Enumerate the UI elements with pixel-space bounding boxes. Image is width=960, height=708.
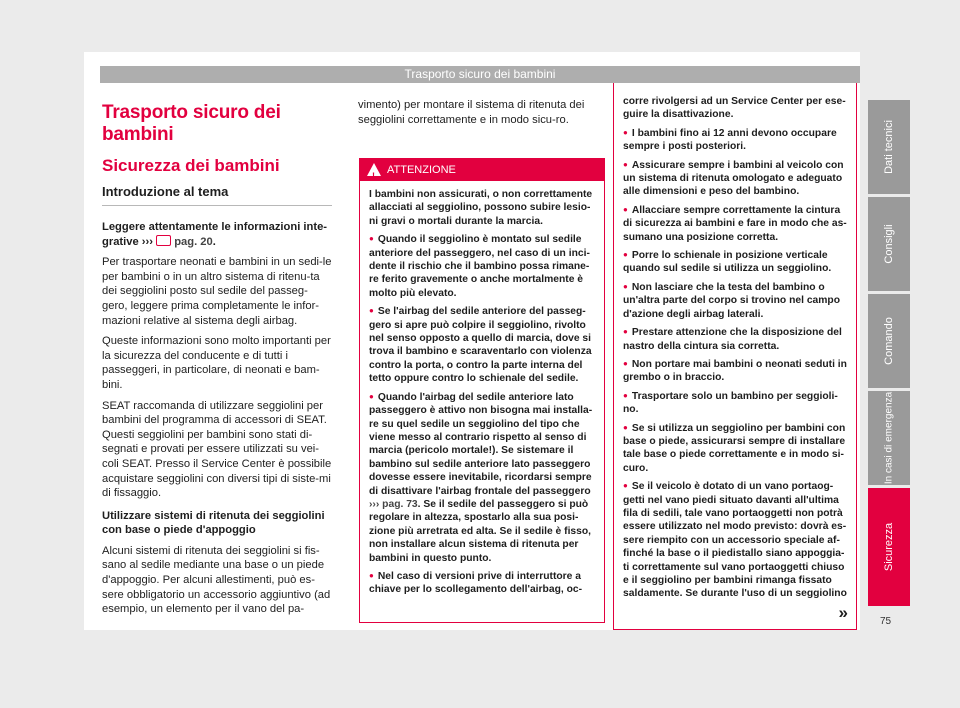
warning-body (614, 83, 856, 601)
page-reference-link[interactable]: pag. 20 (174, 235, 213, 248)
warning-bullet: ● Non lasciare che la testa del bambino o un'altra parte del corpo si trovino nel campo d'azione degli airbag laterali. (623, 280, 848, 321)
warning-triangle-icon (367, 163, 381, 176)
bold-heading-paragraph: Utilizzare sistemi di ritenuta dei seggiolini con base o piede d'appoggio (102, 509, 325, 537)
warning-bullet: ● Prestare attenzione che la disposizione del nastro della cintura sia corretta. (623, 325, 848, 353)
tab-dati-tecnici[interactable]: Dati tecnici (868, 100, 910, 194)
continue-icon: » (838, 603, 848, 622)
warning-text: corre rivolgersi ad un Service Center per ese-guire la disattivazione. (623, 96, 846, 121)
page-number: 75 (880, 616, 892, 627)
warning-bullet: ● Nel caso di versioni prive di interruttore a chiave per lo scollegamento dell'airbag, oc- (369, 569, 596, 597)
column-2 (358, 98, 604, 133)
chapter-title: Trasporto sicuro dei bambini (102, 102, 281, 145)
warning-bullet: ● Trasportare solo un bambino per seggioli-no. (623, 389, 848, 417)
subsection-title: Introduzione al tema (102, 184, 332, 206)
warning-bullet: ● I bambini fino ai 12 anni devono occupare sempre i posti posteriori. (623, 126, 848, 154)
tab-emergenza[interactable]: In casi di emergenza (868, 391, 910, 485)
warning-text: I bambini non assicurati, o non correttamente allacciati al seggiolino, possono subire lesio-ni gravi o mortali durante la marcia. (369, 189, 593, 227)
warning-bullet: ● Se il veicolo è dotato di un vano portaog-getti nel vano piedi situato davanti all'ultima fila di sedili, tale vano portaoggetti non potrà essere utilizzato nel modo previsto: dovrà es-sere riempito con un accessorio speciale af-finché la base o il piedistallo siano appoggia-ti correttamente sul vano portaoggetti chiuso e il seggiolino per bambini rimanga fissato saldamente. Se durante l'uso di un seggiolino (623, 479, 848, 601)
section-title: Sicurezza dei bambini (102, 156, 280, 175)
paragraph: Queste informazioni sono molto importanti per la sicurezza del conducente e di tutti i passeggeri, in particolare, di neonati e bam-bini. (102, 335, 331, 391)
child-seat-icon (156, 235, 171, 246)
page-reference-link[interactable]: pag. 73 (382, 498, 418, 510)
warning-bullet: ● Assicurare sempre i bambini al veicolo con un sistema di ritenuta omologato e adeguato alle dimensioni e peso del bambino. (623, 158, 848, 199)
section-tabs (868, 100, 910, 609)
tab-comando[interactable]: Comando (868, 294, 910, 388)
reference-arrow: ››› (369, 498, 380, 510)
warning-body (360, 181, 604, 597)
paragraph: vimento) per montare il sistema di ritenuta dei seggiolini correttamente e in modo sicu-ro. (358, 99, 585, 126)
warning-bullet: ● Porre lo schienale in posizione verticale quando sul sedile si utilizza un seggiolino. (623, 248, 848, 276)
paragraph: Per trasportare neonati e bambini in un sedi-le per bambini o in un altro sistema di ritenu-ta dei seggiolini posto sul sedile del passeg-gero, leggere prima completamente le infor-mazioni relative al sistema degli airbag. (102, 256, 332, 327)
warning-header: ! ATTENZIONE (360, 159, 604, 181)
warning-bullet: ● Se l'airbag del sedile anteriore del passeg-gero si apre può colpire il seggiolino, rivolto nel senso opposto a quello di marcia, dove si trova il bambino e scaraventarlo con violenza contro la porta, o contro la parte interna del tetto oppure contro lo schienale del sedile. (369, 304, 596, 385)
tab-sicurezza[interactable]: Sicurezza (868, 488, 910, 606)
warning-box (359, 158, 605, 623)
paragraph: Alcuni sistemi di ritenuta dei seggiolini si fis-sano al sedile mediante una base o un piede d'appoggio. Per alcuni allestimenti, può es-sere obbligatorio un accessorio aggiuntivo (ad esempio, un elemento per il vano del pa- (102, 544, 331, 616)
column-1 (102, 98, 332, 623)
page-header: Trasporto sicuro dei bambini (100, 66, 860, 83)
warning-bullet: ● Quando l'airbag del sedile anteriore lato passeggero è attivo non bisogna mai installa-re su quel sedile un seggiolino del tipo che viene messo al contrario rispetto al senso di marcia (pericolo mortale!). Se sistemare il bambino sul sedile anteriore lato passeggero dovesse essere inevitabile, ricordarsi sempre di disattivare l'airbag frontale del passeggero ››› pag. 73. Se il sedile del passeggero si può regolare in altezza, spostarlo alla sua posi-zione più arretrata ed alta. Se il sedile è fisso, non installare alcun sistema di ritenuta per bambini in questo punto. (369, 390, 596, 565)
warning-bullet: ● Non portare mai bambini o neonati seduti in grembo o in braccio. (623, 357, 848, 385)
warning-bullet: ● Quando il seggiolino è montato sul sedile anteriore del passeggero, nel caso di un inci-dente il rischio che il bambino possa rimane-re ferito gravemente o anche mortalmente è molto più elevato. (369, 232, 596, 300)
warning-bullet: ● Se si utilizza un seggiolino per bambini con base o piede, assicurarsi sempre di installare tale base o piede correttamente e in modo si-curo. (623, 421, 848, 476)
warning-bullet: ● Allacciare sempre correttamente la cintura di sicurezza ai bambini e fare in modo che as-sumano una posizione corretta. (623, 203, 848, 244)
tab-consigli[interactable]: Consigli (868, 197, 910, 291)
reference-arrow: ››› (141, 235, 153, 248)
paragraph: SEAT raccomanda di utilizzare seggiolini per bambini del programma di accessori di SEAT. Questi seggiolini per bambini sono stati di-segnati e provati per essere utilizzati su vei-coli SEAT. Presso il Service Center è possibile acquistare seggiolini con diversi tipi di siste-mi di fissaggio. (102, 399, 332, 500)
intro-paragraph: Leggere attentamente le informazioni inte-grative ››› pag. 20. (102, 221, 328, 248)
warning-box-continued (613, 83, 857, 630)
